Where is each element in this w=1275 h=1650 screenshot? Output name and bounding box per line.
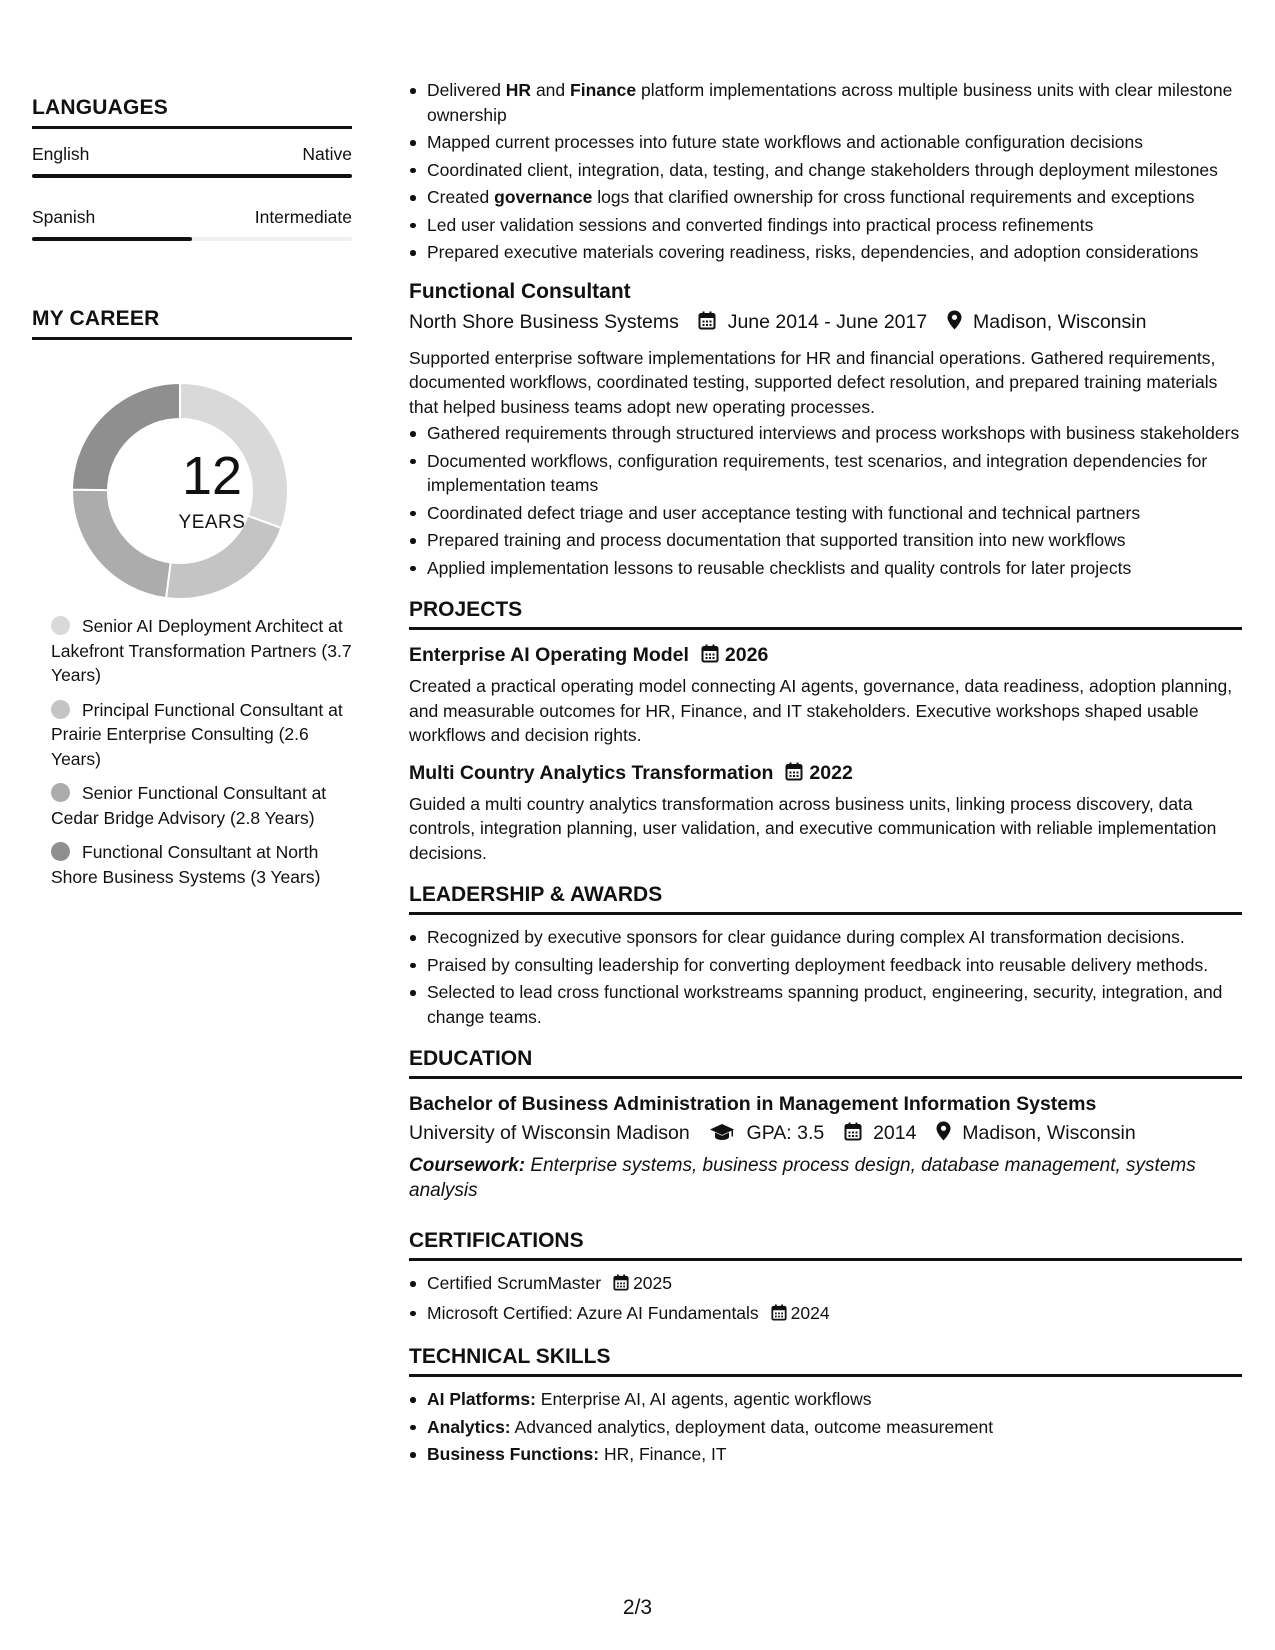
cert-name: Microsoft Certified: Azure AI Fundamentals <box>427 1302 759 1323</box>
leadership-list <box>409 925 1242 1029</box>
project-name: Multi Country Analytics Transformation <box>409 761 774 784</box>
career-legend-label: Principal Functional Consultant at Prairie Enterprise Consulting (2.6 Years) <box>51 699 343 769</box>
list-item: Recognized by executive sponsors for clear guidance during complex AI transformation decisions. <box>427 925 1242 950</box>
career-donut <box>32 376 352 606</box>
donut-slice-2 <box>72 490 171 598</box>
legend-dot <box>51 783 70 802</box>
skill-value: HR, Finance, IT <box>599 1444 727 1464</box>
career-legend-item <box>51 840 352 889</box>
project-year: 2022 <box>809 761 853 784</box>
career-legend-item <box>51 614 352 688</box>
leadership-title: LEADERSHIP & AWARDS <box>409 883 1242 915</box>
calendar-icon <box>701 644 719 670</box>
skills-title: TECHNICAL SKILLS <box>409 1345 1242 1377</box>
language-bar <box>32 174 352 178</box>
coursework <box>409 1153 1242 1203</box>
list-item: Prepared training and process documentation that supported transition into new workflows <box>427 528 1242 553</box>
skill-value: Advanced analytics, deployment data, outcome measurement <box>510 1416 994 1437</box>
coursework-label: Coursework: <box>409 1155 526 1176</box>
list-item: Applied implementation lessons to reusable checklists and quality controls for later projects <box>427 556 1242 581</box>
career-years-label: YEARS <box>178 512 246 533</box>
certifications-title: CERTIFICATIONS <box>409 1229 1242 1261</box>
project-item <box>409 760 1242 866</box>
language-bar <box>32 237 352 241</box>
project-description: Guided a multi country analytics transformation across business units, linking process discovery, data controls, integration planning, user validation, and executive communication with reliable implementation decisions. <box>409 793 1217 863</box>
job-title: Functional Consultant <box>409 279 631 303</box>
coursework-text: Enterprise systems, business process design, database management, systems analysis <box>409 1155 1196 1201</box>
education-meta <box>409 1119 1242 1149</box>
job-summary: Supported enterprise software implementations for HR and financial operations. Gathered requirements, documented workflows, coordinated testing, supported defect resolution, and prepared training materials that helped business teams adopt new operating processes. <box>409 347 1218 417</box>
project-year: 2026 <box>724 644 769 666</box>
project-item <box>409 642 1242 748</box>
left-column <box>32 96 352 899</box>
career-legend-item <box>51 698 352 772</box>
list-item <box>427 1415 1242 1440</box>
cert-name: Certified ScrumMaster <box>427 1273 602 1293</box>
calendar-icon <box>613 1273 629 1298</box>
calendar-icon <box>698 310 716 338</box>
language-item <box>32 143 352 178</box>
career-section <box>32 307 352 889</box>
legend-dot <box>51 842 70 861</box>
cert-year: 2025 <box>633 1273 673 1293</box>
career-title: MY CAREER <box>32 307 352 340</box>
career-legend-label: Senior Functional Consultant at Cedar Bridge Advisory (2.8 Years) <box>51 783 327 828</box>
graduation-cap-icon <box>709 1121 735 1149</box>
skill-label: Business Functions: <box>427 1444 600 1464</box>
languages-list <box>32 143 352 241</box>
list-item: Coordinated defect triage and user acceptance testing with functional and technical partners <box>427 501 1242 526</box>
list-item: Selected to lead cross functional workstreams spanning product, engineering, security, integration, and change teams. <box>427 980 1242 1029</box>
skill-label: Analytics: <box>427 1416 511 1437</box>
language-name: Spanish <box>32 207 96 227</box>
career-legend-item <box>51 781 352 830</box>
list-item: Mapped current processes into future state workflows and actionable configuration decisions <box>427 130 1242 155</box>
calendar-icon <box>785 762 803 788</box>
school-name: University of Wisconsin Madison <box>409 1122 690 1144</box>
job-bullets <box>409 421 1242 580</box>
skill-label: AI Platforms: <box>427 1389 536 1409</box>
calendar-icon <box>844 1121 862 1149</box>
language-bar-fill <box>32 237 192 241</box>
list-item: Praised by consulting leadership for converting deployment feedback into reusable delivery methods. <box>427 953 1242 978</box>
project-description: Created a practical operating model connecting AI agents, governance, data readiness, adoption planning, and measurable outcomes for HR, Finance, and IT stakeholders. Executive workshops shaped usable workflows and decision rights. <box>409 676 1233 745</box>
language-bar-fill <box>32 174 352 178</box>
list-item <box>427 1442 1242 1467</box>
language-level: Native <box>302 144 352 164</box>
school-location: Madison, Wisconsin <box>962 1122 1136 1144</box>
certifications-list <box>409 1271 1242 1327</box>
cert-year: 2024 <box>790 1302 830 1323</box>
list-item: Led user validation sessions and converted findings into practical process refinements <box>427 213 1242 238</box>
language-name: English <box>32 144 90 164</box>
list-item: Prepared executive materials covering readiness, risks, dependencies, and adoption considerations <box>427 240 1242 265</box>
career-legend <box>32 614 352 889</box>
list-item <box>427 1387 1242 1412</box>
list-item <box>427 1301 1242 1328</box>
project-name: Enterprise AI Operating Model <box>409 644 689 666</box>
language-item <box>32 206 352 241</box>
skill-value: Enterprise AI, AI agents, agentic workflows <box>535 1389 872 1409</box>
career-legend-label: Functional Consultant at North Shore Business Systems (3 Years) <box>51 842 321 887</box>
page-number: 2/3 <box>622 1596 653 1619</box>
gpa: GPA: 3.5 <box>746 1122 825 1144</box>
list-item: Delivered HR and Finance platform implementations across multiple business units with clear milestone ownership <box>427 78 1242 127</box>
degree-title: Bachelor of Business Administration in Management Information Systems <box>409 1093 1097 1115</box>
list-item: Coordinated client, integration, data, testing, and change stakeholders through deployment milestones <box>427 158 1242 183</box>
list-item: Gathered requirements through structured interviews and process workshops with business stakeholders <box>427 421 1242 446</box>
graduation-year: 2014 <box>873 1122 917 1144</box>
legend-dot <box>51 700 70 719</box>
job-location: Madison, Wisconsin <box>973 310 1147 333</box>
list-item: Created governance logs that clarified ownership for cross functional requirements and exceptions <box>427 185 1242 210</box>
previous-job-bullets <box>409 78 1242 265</box>
calendar-icon <box>771 1303 787 1328</box>
career-total-years: 12 <box>181 446 243 506</box>
skills-list <box>409 1387 1242 1467</box>
languages-title: LANGUAGES <box>32 96 352 129</box>
location-pin-icon <box>936 1121 951 1149</box>
right-column <box>409 78 1242 1470</box>
language-level: Intermediate <box>254 207 352 227</box>
location-pin-icon <box>947 310 962 338</box>
job-meta <box>409 308 1242 338</box>
career-legend-label: Senior AI Deployment Architect at Lakefront Transformation Partners (3.7 Years) <box>51 616 352 685</box>
projects-title: PROJECTS <box>409 598 1242 630</box>
job-company: North Shore Business Systems <box>409 310 679 333</box>
job-dates: June 2014 - June 2017 <box>727 310 928 333</box>
legend-dot <box>51 616 70 635</box>
education-title: EDUCATION <box>409 1047 1242 1079</box>
list-item <box>427 1271 1242 1298</box>
list-item: Documented workflows, configuration requirements, test scenarios, and integration dependencies for implementation teams <box>427 449 1242 498</box>
